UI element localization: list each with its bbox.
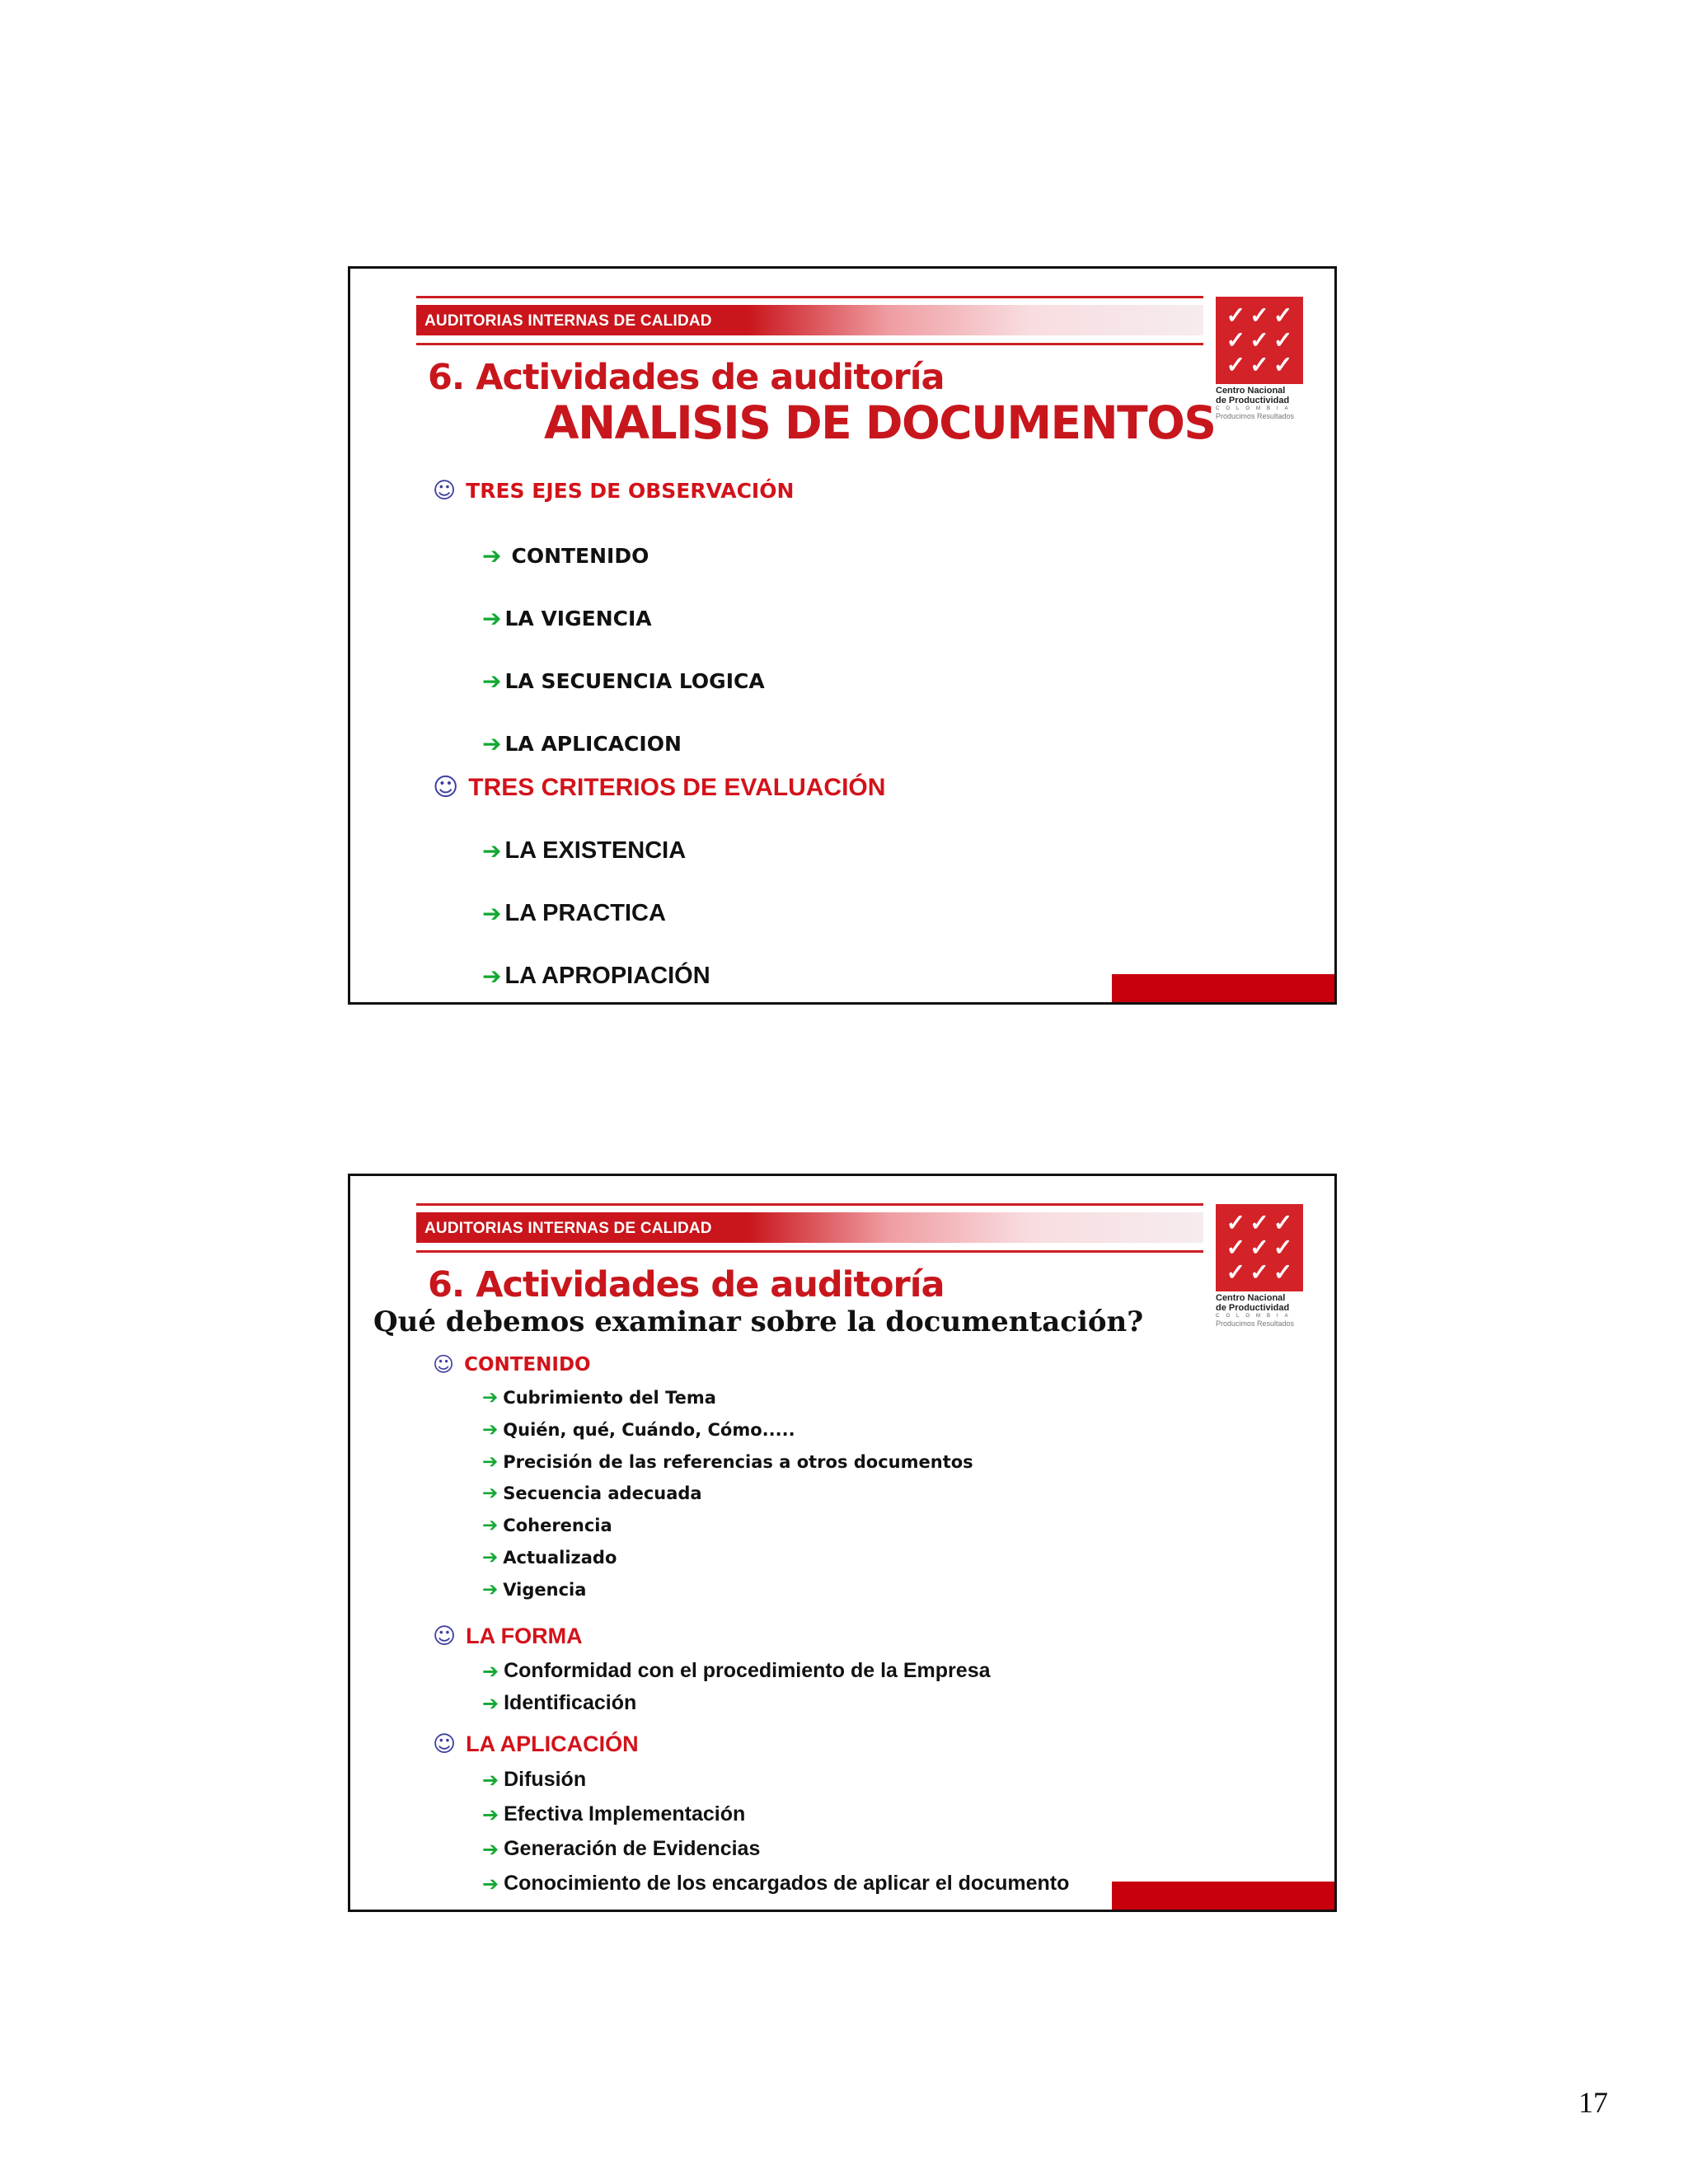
arrow-right-icon: ➔ [482, 837, 502, 865]
list-item-text: Actualizado [503, 1548, 617, 1568]
header-band [416, 1212, 1203, 1243]
arrow-right-icon: ➔ [482, 605, 502, 632]
logo-line-2: de Productividad [1216, 1303, 1290, 1313]
section-heading-text: CONTENIDO [464, 1353, 591, 1376]
slide-subtitle: ANALISIS DE DOCUMENTOS [544, 396, 1216, 449]
list-item-text: Precisión de las referencias a otros documentos [503, 1452, 973, 1472]
arrow-right-icon: ➔ [482, 1768, 499, 1792]
list-item-text: Conformidad con el procedimiento de la Empresa [504, 1659, 991, 1682]
arrow-right-icon: ➔ [482, 1547, 499, 1568]
list-item [482, 1483, 702, 1504]
arrow-right-icon: ➔ [482, 730, 502, 757]
list-item [482, 542, 649, 569]
list-item-text: Efectiva Implementación [504, 1802, 746, 1825]
header-rule-top [416, 1203, 1203, 1206]
list-item [482, 1691, 636, 1715]
list-item-text: Secuencia adecuada [503, 1483, 702, 1503]
list-item [482, 837, 686, 865]
smiley-icon: ☺ [433, 1732, 457, 1757]
corner-accent [1112, 1882, 1334, 1910]
slide-subtitle: Qué debemos examinar sobre la documentación? [373, 1305, 1144, 1338]
smiley-icon: ☺ [433, 1624, 457, 1649]
header-band-text: AUDITORIAS INTERNAS DE CALIDAD [424, 1220, 712, 1237]
list-item-text: LA APROPIACIÓN [504, 963, 710, 989]
arrow-right-icon: ➔ [482, 1515, 499, 1536]
logo [1216, 1204, 1306, 1328]
list-item [482, 1387, 716, 1408]
list-item-text: Cubrimiento del Tema [503, 1388, 716, 1408]
arrow-right-icon: ➔ [482, 900, 502, 927]
checkmarks-logo-icon: ✓ ✓ ✓ ✓ ✓ ✓ ✓ ✓ ✓ [1216, 1204, 1303, 1291]
arrow-right-icon: ➔ [482, 542, 502, 569]
list-item-text: LA APLICACION [504, 732, 682, 756]
arrow-right-icon: ➔ [482, 1802, 499, 1826]
section-heading-text: TRES CRITERIOS DE EVALUACIÓN [468, 773, 886, 801]
list-item [482, 1515, 612, 1536]
arrow-right-icon: ➔ [482, 1387, 499, 1408]
list-item [482, 1659, 991, 1683]
logo-line-2: de Productividad [1216, 396, 1290, 405]
slide-analisis-de-documentos [348, 266, 1337, 1005]
arrow-right-icon: ➔ [482, 668, 502, 695]
list-item-text: Difusión [504, 1768, 587, 1791]
arrow-right-icon: ➔ [482, 1483, 499, 1504]
section-heading-text: TRES EJES DE OBSERVACIÓN [466, 479, 795, 503]
smiley-icon: ☺ [433, 1352, 455, 1376]
arrow-right-icon: ➔ [482, 1837, 499, 1861]
logo-line-4: Producimos Resultados [1216, 412, 1295, 420]
logo-line-1: Centro Nacional [1216, 386, 1286, 396]
header-band [416, 305, 1203, 335]
list-item-text: Coherencia [503, 1516, 612, 1535]
list-item-text: LA PRACTICA [504, 900, 666, 926]
section-heading [433, 1624, 583, 1649]
list-item [482, 1451, 973, 1473]
list-item [482, 1802, 745, 1826]
list-item-text: Generación de Evidencias [504, 1837, 761, 1860]
smiley-icon: ☺ [433, 478, 457, 504]
section-heading [433, 1352, 591, 1376]
list-item-text: Conocimiento de los encargados de aplicar el documento [504, 1872, 1070, 1895]
smiley-icon: ☺ [433, 773, 459, 802]
page-number: 17 [1578, 2086, 1608, 2119]
list-item-text: Quién, qué, Cuándo, Cómo..... [503, 1420, 795, 1440]
arrow-right-icon: ➔ [482, 1451, 499, 1473]
logo [1216, 297, 1306, 420]
header-rule-top [416, 296, 1203, 298]
arrow-right-icon: ➔ [482, 1659, 499, 1683]
section-heading [433, 478, 794, 504]
list-item [482, 1547, 617, 1568]
logo-line-4: Producimos Resultados [1216, 1319, 1295, 1328]
list-item-text: LA EXISTENCIA [504, 837, 687, 864]
slide-title: 6. Actividades de auditoría [428, 357, 945, 398]
header-band-text: AUDITORIAS INTERNAS DE CALIDAD [424, 312, 712, 330]
arrow-right-icon: ➔ [482, 1579, 499, 1601]
list-item [482, 1768, 586, 1792]
arrow-right-icon: ➔ [482, 1872, 499, 1896]
logo-line-1: Centro Nacional [1216, 1293, 1286, 1303]
list-item [482, 730, 682, 757]
list-item-text: Vigencia [503, 1580, 587, 1600]
header-rule-bottom [416, 1250, 1203, 1253]
list-item [482, 963, 710, 990]
logo-line-3: COLOMBIA [1216, 1314, 1295, 1319]
list-item-text: LA SECUENCIA LOGICA [504, 669, 765, 693]
header-rule-bottom [416, 343, 1203, 345]
checkmarks-logo-icon: ✓ ✓ ✓ ✓ ✓ ✓ ✓ ✓ ✓ [1216, 297, 1303, 384]
arrow-right-icon: ➔ [482, 1419, 499, 1441]
section-heading [433, 773, 885, 802]
arrow-right-icon: ➔ [482, 1691, 499, 1715]
arrow-right-icon: ➔ [482, 963, 502, 990]
section-heading-text: LA FORMA [466, 1624, 583, 1648]
list-item [482, 1579, 586, 1601]
section-heading-text: LA APLICACIÓN [466, 1732, 639, 1756]
list-item [482, 605, 652, 632]
list-item-text: LA VIGENCIA [504, 607, 652, 630]
slide-que-examinar-documentacion [348, 1174, 1337, 1912]
list-item [482, 900, 666, 927]
corner-accent [1112, 974, 1334, 1002]
section-heading [433, 1732, 639, 1757]
list-item [482, 668, 765, 695]
logo-line-3: COLOMBIA [1216, 406, 1295, 411]
list-item-text: CONTENIDO [511, 544, 649, 568]
list-item [482, 1419, 795, 1441]
list-item [482, 1872, 1069, 1896]
list-item [482, 1837, 760, 1861]
list-item-text: Identificación [504, 1691, 637, 1714]
slide-title: 6. Actividades de auditoría [428, 1264, 945, 1305]
